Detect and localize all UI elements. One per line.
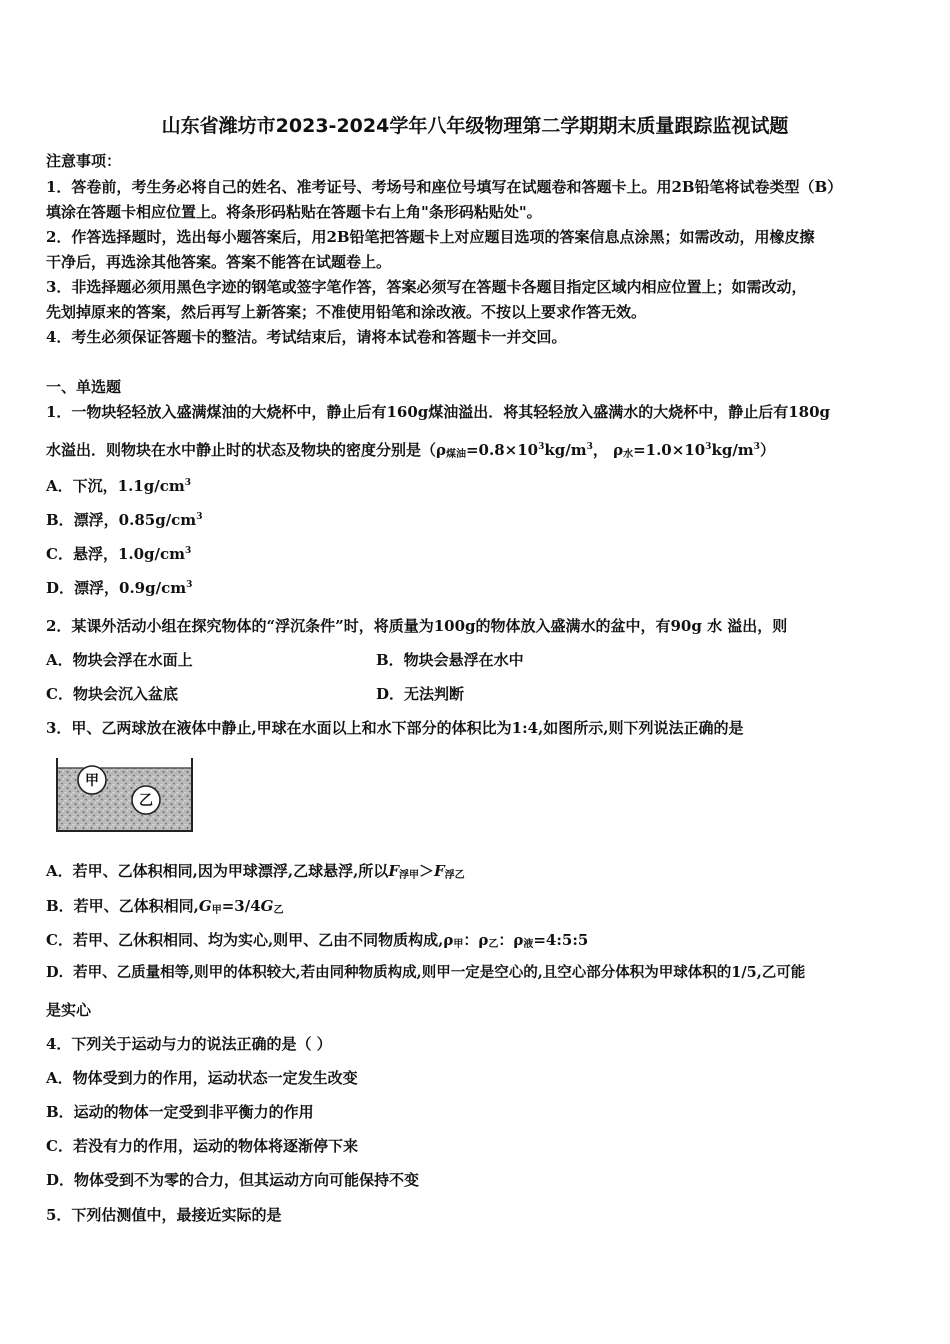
q3-option-a: A．若甲、乙体积相同,因为甲球漂浮,乙球悬浮,所以$F_{浮甲}>F_{浮乙}$ [46, 862, 465, 881]
q1-option-b: B．漂浮，$0.85g/cm^3$ [46, 511, 203, 529]
q1-option-a: A．下沉，$1.1g/cm^3$ [46, 477, 191, 495]
q4-option-d: D．物体受到不为零的合力，但其运动方向可能保持不变 [46, 1171, 420, 1189]
ball-yi-label: 乙 [139, 793, 153, 809]
q4-option-b: B．运动的物体一定受到非平衡力的作用 [46, 1103, 314, 1121]
q3-option-c: C．若甲、乙休积相同、均为实心,则甲、乙由不同物质构成$,\rho_甲$：$\rho_乙$：$\rho_液=4:5:5$ [46, 931, 589, 950]
notice-line: 1．答卷前，考生务必将自己的姓名、准考证号、考场号和座位号填写在试题卷和答题卡上。用2B铅笔将试卷类型（B） [46, 178, 843, 196]
q2-option-d: D．无法判断 [376, 685, 465, 703]
ball-jia-label: 甲 [85, 773, 99, 789]
q1-option-c: C．悬浮，$1.0g/cm^3$ [46, 545, 192, 563]
q3-option-d-line1: D．若甲、乙质量相等,则甲的体积较大,若由同种物质构成,则甲一定是空心的,且空心部分体积为甲球体积的1/5,乙可能 [46, 964, 806, 981]
notice-line: 填涂在答题卡相应位置上。将条形码粘贴在答题卡右上角"条形码粘贴处"。 [46, 203, 542, 221]
q2-option-b: B．物块会悬浮在水中 [376, 651, 524, 669]
q4-option-c: C．若没有力的作用，运动的物体将逐渐停下来 [46, 1137, 358, 1155]
q4-option-a: A．物体受到力的作用，运动状态一定发生改变 [46, 1069, 358, 1087]
q3-option-b: B．若甲、乙体积相同$,G_甲=3/4G_乙$ [46, 897, 284, 916]
q2-stem: 2．某课外活动小组在探究物体的“浮沉条件”时，将质量为100g的物体放入盛满水的盆中，有90g 水 溢出，则 [46, 617, 788, 635]
q3-figure-container [50, 754, 200, 836]
q5-stem: 5．下列估测值中，最接近实际的是 [46, 1206, 282, 1224]
q1-stem-line2: 水溢出．则物块在水中静止时的状态及物块的密度分别是（$\rho_{煤油}=0.8\times 10^3kg/m^3$， $\rho_水=1.0\times 10^3kg/m^3$） [46, 441, 775, 460]
q1-option-d: D．漂浮，$0.9g/cm^3$ [46, 579, 193, 597]
notice-line: 先划掉原来的答案，然后再写上新答案；不准使用铅笔和涂改液。不按以上要求作答无效。 [46, 303, 647, 321]
q1-stem-line1: 1．一物块轻轻放入盛满煤油的大烧杯中，静止后有160g煤油溢出．将其轻轻放入盛满水的大烧杯中，静止后有180g [46, 403, 831, 421]
q4-stem: 4．下列关于运动与力的说法正确的是（ ） [46, 1035, 332, 1053]
q3-option-d-line2: 是实心 [46, 1001, 92, 1019]
notice-line: 4．考生必须保证答题卡的整洁。考试结束后，请将本试卷和答题卡一并交回。 [46, 328, 567, 346]
notice-heading: 注意事项： [46, 152, 122, 170]
q2-option-a: A．物块会浮在水面上 [46, 651, 193, 669]
q3-stem: 3．甲、乙两球放在液体中静止,甲球在水面以上和水下部分的体积比为1:4,如图所示,则下列说法正确的是 [46, 719, 744, 737]
section-heading: 一、单选题 [46, 378, 122, 396]
notice-line: 2．作答选择题时，选出每小题答案后，用2B铅笔把答题卡上对应题目选项的答案信息点涂黑；如需改动，用橡皮擦 [46, 228, 815, 246]
page-title: 山东省潍坊市2023-2024学年八年级物理第二学期期末质量跟踪监视试题 [161, 115, 789, 137]
q2-option-c: C．物块会沉入盆底 [46, 685, 178, 703]
notice-line: 3．非选择题必须用黑色字迹的钢笔或签字笔作答，答案必须写在答题卡各题目指定区域内相应位置上；如需改动， [46, 278, 807, 296]
notice-line: 干净后，再选涂其他答案。答案不能答在试题卷上。 [46, 253, 392, 271]
